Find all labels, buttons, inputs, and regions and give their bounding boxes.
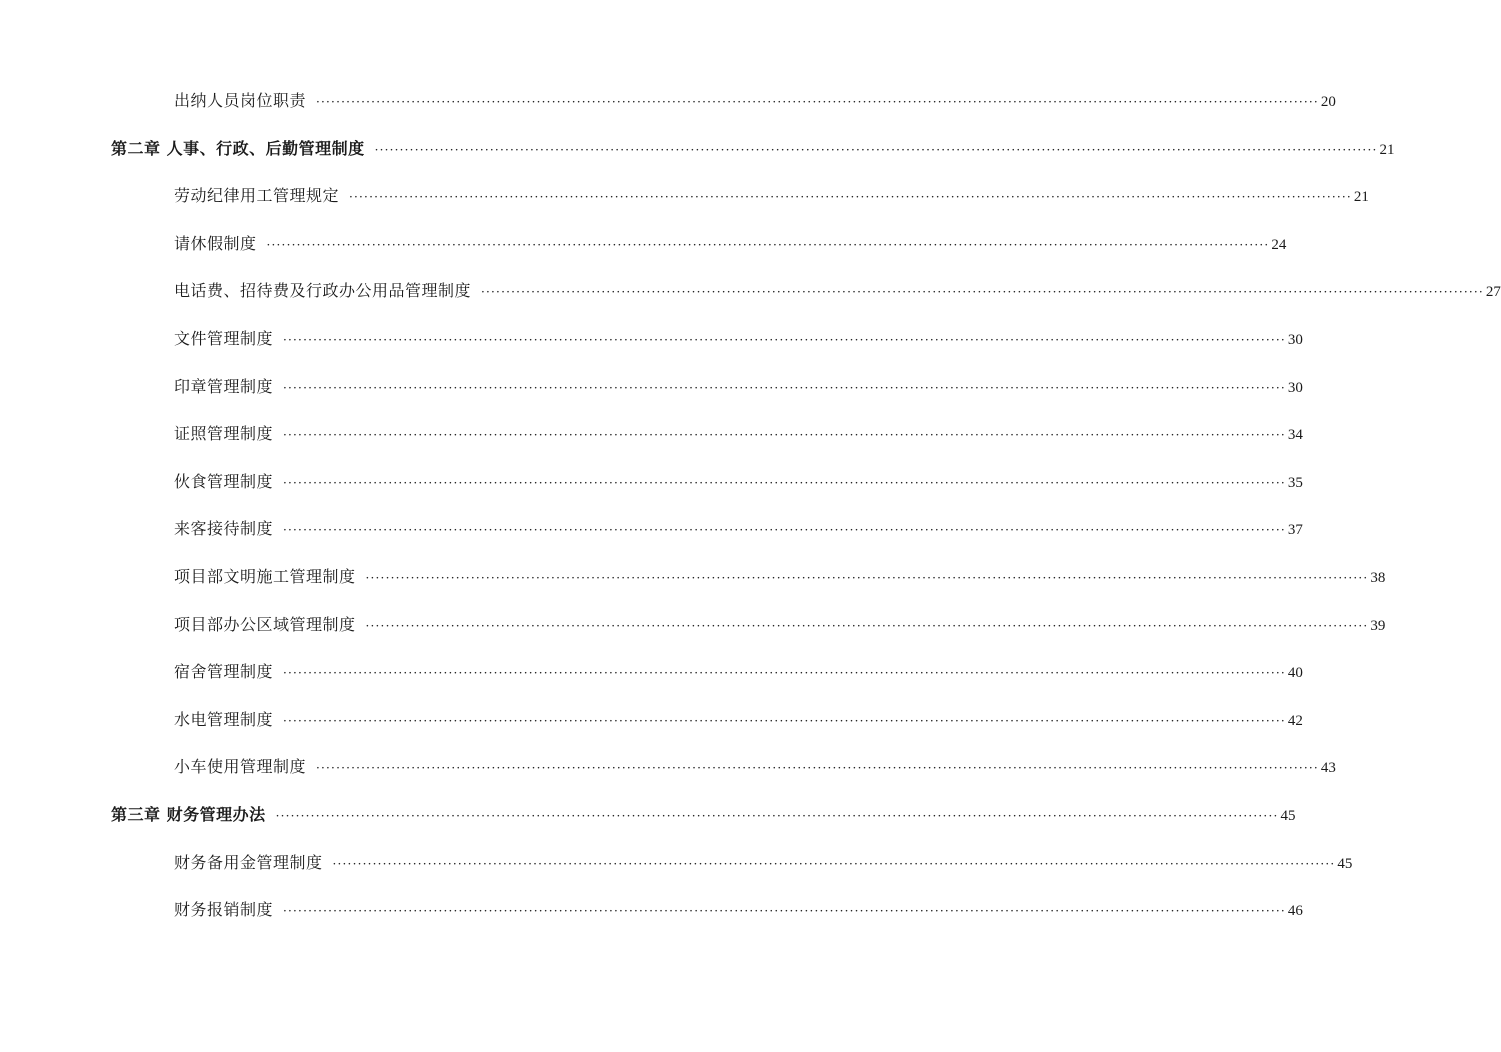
toc-entry[interactable] (0, 278, 1501, 304)
toc-leader-dots: ········································································································································································································ (283, 904, 1286, 918)
toc-leader-dots: ········································································································································································································ (316, 95, 1319, 109)
toc-entry[interactable] (0, 659, 1303, 685)
toc-page-number: 37 (1287, 522, 1303, 538)
toc-page-number: 20 (1320, 94, 1336, 110)
toc-entry[interactable] (0, 469, 1303, 495)
toc-entry[interactable] (0, 231, 1287, 257)
toc-entry[interactable] (0, 754, 1336, 780)
toc-page-number: 35 (1287, 475, 1303, 491)
toc-entry[interactable] (0, 88, 1336, 114)
toc-leader-dots: ········································································································································································································ (283, 428, 1286, 442)
toc-page-number: 45 (1337, 856, 1353, 872)
toc-entry-title: 出纳人员岗位职责 (174, 91, 307, 110)
toc-entry[interactable] (0, 897, 1303, 923)
toc-entry-title: 伙食管理制度 (174, 472, 274, 491)
toc-page-number: 40 (1287, 665, 1303, 681)
toc-page-number: 21 (1353, 189, 1369, 205)
toc-page-number: 39 (1370, 618, 1386, 634)
toc-leader-dots: ········································································································································································································ (365, 571, 1369, 585)
toc-page-number: 42 (1287, 713, 1303, 729)
toc-page-number: 24 (1271, 237, 1287, 253)
toc-leader-dots: ········································································································································································································ (332, 857, 1336, 871)
toc-entry-title: 宿舍管理制度 (174, 662, 274, 681)
toc-entry-title: 小车使用管理制度 (174, 757, 307, 776)
toc-page-number: 43 (1320, 760, 1336, 776)
toc-entry-title: 文件管理制度 (174, 329, 274, 348)
toc-leader-dots: ········································································································································································································ (374, 143, 1378, 157)
toc-leader-dots: ········································································································································································································ (316, 761, 1319, 775)
toc-leader-dots: ········································································································································································································ (283, 523, 1286, 537)
toc-leader-dots: ········································································································································································································ (275, 809, 1279, 823)
toc-leader-dots: ········································································································································································································ (365, 619, 1369, 633)
toc-leader-dots: ········································································································································································································ (481, 285, 1484, 299)
toc-entry[interactable] (0, 326, 1303, 352)
toc-entry-title: 劳动纪律用工管理规定 (174, 186, 340, 205)
toc-page-number: 30 (1287, 332, 1303, 348)
toc-entry[interactable] (0, 421, 1303, 447)
toc-page-number: 34 (1287, 427, 1303, 443)
toc-leader-dots: ········································································································································································································ (349, 190, 1352, 204)
toc-leader-dots: ········································································································································································································ (283, 333, 1286, 347)
toc-entry[interactable] (0, 707, 1303, 733)
toc-page-number: 30 (1287, 380, 1303, 396)
toc-page-number: 38 (1370, 570, 1386, 586)
toc-entry-title: 电话费、招待费及行政办公用品管理制度 (174, 281, 472, 300)
toc-page-number: 45 (1280, 808, 1296, 824)
toc-page-number: 46 (1287, 903, 1303, 919)
toc-entry-title: 证照管理制度 (174, 424, 274, 443)
toc-entry-title: 财务备用金管理制度 (174, 853, 323, 872)
toc-entry-title: 水电管理制度 (174, 710, 274, 729)
toc-entry[interactable] (0, 516, 1303, 542)
toc-leader-dots: ········································································································································································································ (283, 476, 1286, 490)
toc-entry-title: 来客接待制度 (174, 519, 274, 538)
toc-entry-title: 第二章 人事、行政、后勤管理制度 (111, 139, 365, 158)
toc-entry[interactable] (0, 374, 1303, 400)
toc-entry-title: 请休假制度 (174, 234, 257, 253)
toc-leader-dots: ········································································································································································································ (283, 666, 1286, 680)
toc-page-number: 27 (1485, 284, 1501, 300)
toc-entry-title: 印章管理制度 (174, 377, 274, 396)
toc-entry[interactable] (0, 564, 1386, 590)
toc-chapter-entry[interactable] (0, 802, 1296, 828)
toc-entry[interactable] (0, 183, 1369, 209)
toc-leader-dots: ········································································································································································································ (283, 714, 1286, 728)
toc-chapter-entry[interactable] (0, 136, 1395, 162)
toc-entry-title: 第三章 财务管理办法 (111, 805, 266, 824)
toc-entry-title: 项目部文明施工管理制度 (174, 567, 356, 586)
toc-leader-dots: ········································································································································································································ (266, 238, 1270, 252)
toc-entry[interactable] (0, 850, 1353, 876)
toc-entry[interactable] (0, 612, 1386, 638)
toc-page-number: 21 (1379, 142, 1395, 158)
toc-leader-dots: ········································································································································································································ (283, 381, 1286, 395)
toc-entry-title: 项目部办公区域管理制度 (174, 615, 356, 634)
toc-entry-title: 财务报销制度 (174, 900, 274, 919)
